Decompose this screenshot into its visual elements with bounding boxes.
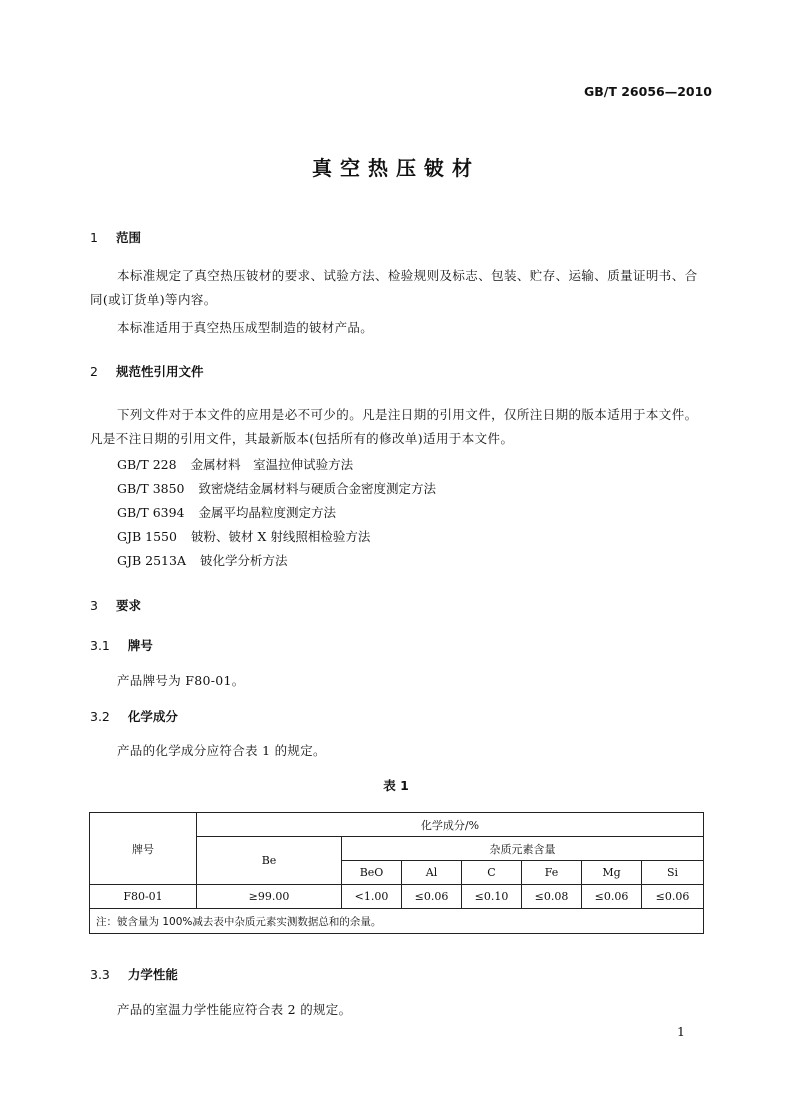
mechanical-text: 产品的室温力学性能应符合表 2 的规定。 — [117, 1002, 352, 1017]
section-3-heading — [90, 596, 141, 614]
table-caption: 表 1 — [383, 778, 409, 793]
section-3-1-heading — [90, 636, 153, 654]
table-note: 注：铍含量为 100%减去表中杂质元素实测数据总和的余量。 — [90, 909, 704, 934]
section-number: 1 — [90, 230, 98, 245]
section-number: 3.2 — [90, 709, 110, 724]
impurity-col-header: Al — [402, 861, 462, 885]
chemical-text: 产品的化学成分应符合表 1 的规定。 — [117, 743, 326, 758]
reference-code: GB/T 3850 — [117, 481, 185, 496]
impurity-col-header: Si — [642, 861, 704, 885]
references-intro: 下列文件对于本文件的应用是必不可少的。凡是注日期的引用文件，仅所注日期的版本适用于本文件。凡是不注日期的引用文件，其最新版本(包括所有的修改单)适用于本文件。 — [90, 407, 698, 446]
reference-title: 金属平均晶粒度测定方法 — [198, 505, 337, 520]
impurity-cell: ≤0.08 — [522, 885, 582, 909]
section-number: 3.3 — [90, 967, 110, 982]
document-title: 真空热压铍材 — [312, 156, 480, 180]
reference-title: 铍粉、铍材 X 射线照相检验方法 — [190, 529, 371, 544]
reference-code: GB/T 228 — [117, 457, 177, 472]
section-title: 化学成分 — [127, 709, 178, 724]
section-title: 要求 — [115, 598, 141, 613]
impurity-cell: ≤0.06 — [582, 885, 642, 909]
impurity-col-header: Fe — [522, 861, 582, 885]
grade-cell: F80-01 — [90, 885, 197, 909]
composition-header: 化学成分/% — [197, 813, 704, 837]
scope-paragraph-2: 本标准适用于真空热压成型制造的铍材产品。 — [117, 320, 374, 335]
section-3-2-heading — [90, 707, 178, 725]
reference-code: GJB 1550 — [117, 529, 177, 544]
impurity-col-header: C — [462, 861, 522, 885]
impurity-cell: <1.00 — [342, 885, 402, 909]
section-2-heading — [90, 362, 203, 380]
grade-header: 牌号 — [90, 813, 197, 885]
be-cell: ≥99.00 — [197, 885, 342, 909]
reference-item — [117, 455, 353, 473]
section-number: 2 — [90, 364, 98, 379]
page-number: 1 — [677, 1024, 685, 1039]
impurity-col-header: Mg — [582, 861, 642, 885]
standard-number: GB/T 26056—2010 — [584, 84, 713, 99]
section-number: 3 — [90, 598, 98, 613]
impurity-cell: ≤0.06 — [402, 885, 462, 909]
impurity-col-header: BeO — [342, 861, 402, 885]
grade-text: 产品牌号为 F80-01。 — [117, 673, 245, 688]
be-header: Be — [197, 837, 342, 885]
section-title: 规范性引用文件 — [115, 364, 204, 379]
impurity-cell: ≤0.10 — [462, 885, 522, 909]
reference-title: 金属材料 室温拉伸试验方法 — [190, 457, 354, 472]
reference-code: GB/T 6394 — [117, 505, 185, 520]
impurity-cell: ≤0.06 — [642, 885, 704, 909]
table-row — [90, 885, 704, 909]
reference-item — [117, 551, 288, 569]
impurity-header: 杂质元素含量 — [342, 837, 704, 861]
reference-code: GJB 2513A — [117, 553, 186, 568]
section-1-heading — [90, 228, 141, 246]
reference-item — [117, 527, 370, 545]
reference-item — [117, 479, 436, 497]
section-number: 3.1 — [90, 638, 110, 653]
composition-table — [89, 812, 704, 934]
section-3-3-heading — [90, 965, 178, 983]
section-title: 力学性能 — [127, 967, 178, 982]
reference-title: 铍化学分析方法 — [200, 553, 288, 568]
reference-title: 致密烧结金属材料与硬质合金密度测定方法 — [198, 481, 437, 496]
section-title: 牌号 — [127, 638, 153, 653]
scope-paragraph-1: 本标准规定了真空热压铍材的要求、试验方法、检验规则及标志、包装、贮存、运输、质量证明书、合同(或订货单)等内容。 — [90, 268, 698, 307]
reference-item — [117, 503, 336, 521]
section-title: 范围 — [115, 230, 141, 245]
